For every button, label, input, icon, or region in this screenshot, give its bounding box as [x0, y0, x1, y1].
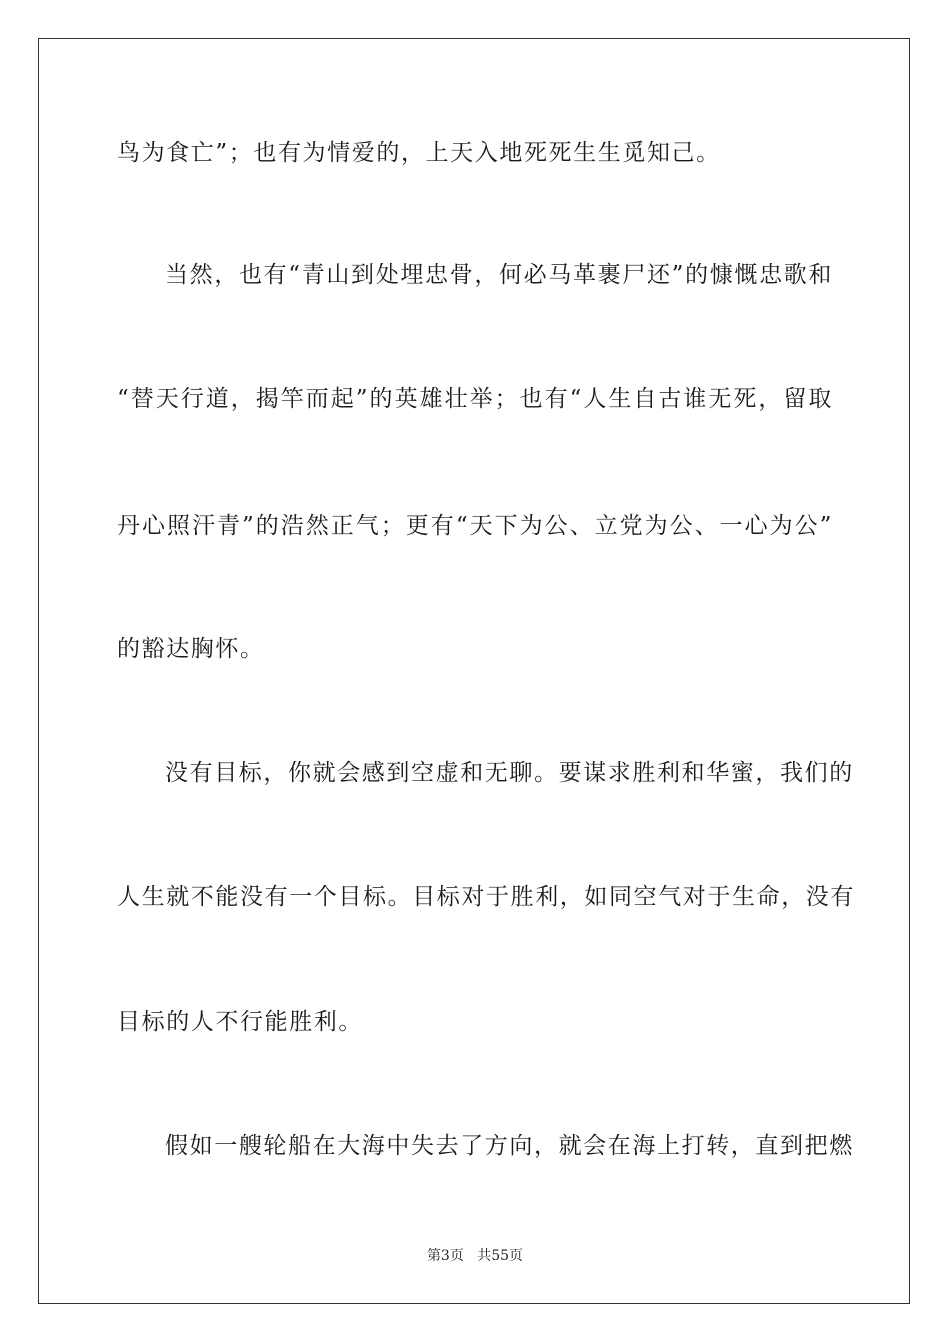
- paragraph-start-line: 当然，也有“青山到处埋忠骨，何必马革裹尸还”的慷慨忠歌和: [165, 262, 833, 288]
- paragraph-start-line: 没有目标，你就会感到空虚和无聊。要谋求胜利和华蜜，我们的: [165, 760, 854, 786]
- text-line: 人生就不能没有一个目标。目标对于胜利，如同空气对于生命，没有: [117, 884, 855, 910]
- text-line: 鸟为食亡”；也有为情爱的，上天入地死死生生觅知己。: [117, 140, 721, 166]
- text-line: 的豁达胸怀。: [117, 636, 265, 662]
- text-line: “替天行道，揭竿而起”的英雄壮举；也有“人生自古谁无死，留取: [117, 386, 833, 412]
- text-line: 目标的人不行能胜利。: [117, 1009, 363, 1035]
- page-border: [38, 38, 910, 1304]
- page-total: 共55页: [477, 1248, 524, 1264]
- text-line: 丹心照汗青”的浩然正气；更有“天下为公、立党为公、一心为公”: [117, 513, 833, 539]
- page-number: 第3页: [426, 1248, 464, 1264]
- paragraph-start-line: 假如一艘轮船在大海中失去了方向，就会在海上打转，直到把燃: [165, 1133, 854, 1159]
- page-footer: [0, 1246, 950, 1266]
